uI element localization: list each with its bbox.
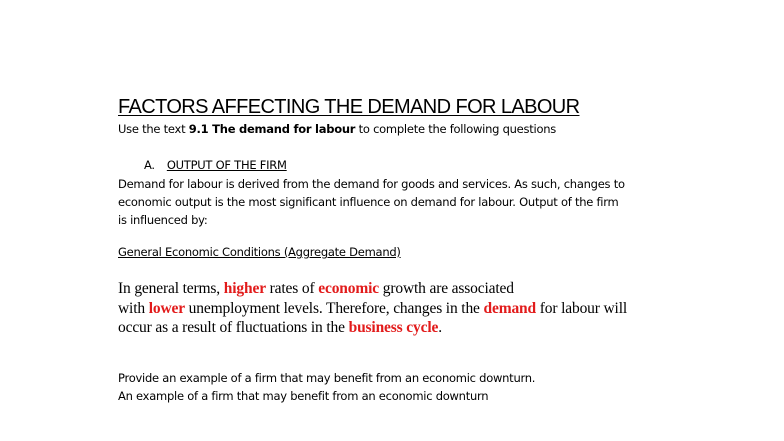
subheading: General Economic Conditions (Aggregate Demand) <box>118 245 401 259</box>
section-heading <box>144 158 287 172</box>
answer-text: In general terms, <box>118 280 224 297</box>
section-marker: A. <box>144 158 155 172</box>
section-label: OUTPUT OF THE FIRM <box>166 158 287 172</box>
paragraph-line-1: Demand for labour is derived from the demand for goods and services. As such, changes to <box>118 177 625 191</box>
answer-text: . <box>438 319 442 336</box>
answer-line-2 <box>118 299 627 319</box>
answer-word-economic: economic <box>318 280 380 297</box>
answer-text: growth are associated <box>379 280 514 297</box>
answer-word-business-cycle: business cycle <box>348 319 439 336</box>
answer-text: with <box>118 299 149 317</box>
paragraph-line-3: is influenced by: <box>118 213 208 227</box>
answer-word-higher: higher <box>223 280 266 297</box>
answer-text: unemployment levels. Therefore, changes in the <box>184 299 484 317</box>
paragraph-line-2: economic output is the most significant influence on demand for labour. Output of the firm <box>118 195 619 209</box>
answer-text: occur as a result of fluctuations in the <box>118 319 349 336</box>
intro-paragraph <box>118 175 625 229</box>
page-title: FACTORS AFFECTING THE DEMAND FOR LABOUR <box>118 96 580 118</box>
instruction-prefix: Use the text <box>118 122 189 136</box>
answer-line-1 <box>118 279 627 299</box>
answer-paragraph <box>118 279 627 338</box>
instruction-text-reference: 9.1 The demand for labour <box>188 122 356 136</box>
response-line: An example of a firm that may benefit from an economic downturn <box>118 389 489 403</box>
instruction-line <box>118 122 556 136</box>
answer-line-3 <box>118 318 627 338</box>
answer-word-demand: demand <box>483 299 537 317</box>
answer-text: for labour will <box>536 299 628 317</box>
question-line: Provide an example of a firm that may benefit from an economic downturn. <box>118 371 536 385</box>
instruction-suffix: to complete the following questions <box>355 122 557 136</box>
answer-word-lower: lower <box>148 299 185 317</box>
answer-text: rates of <box>265 280 319 297</box>
